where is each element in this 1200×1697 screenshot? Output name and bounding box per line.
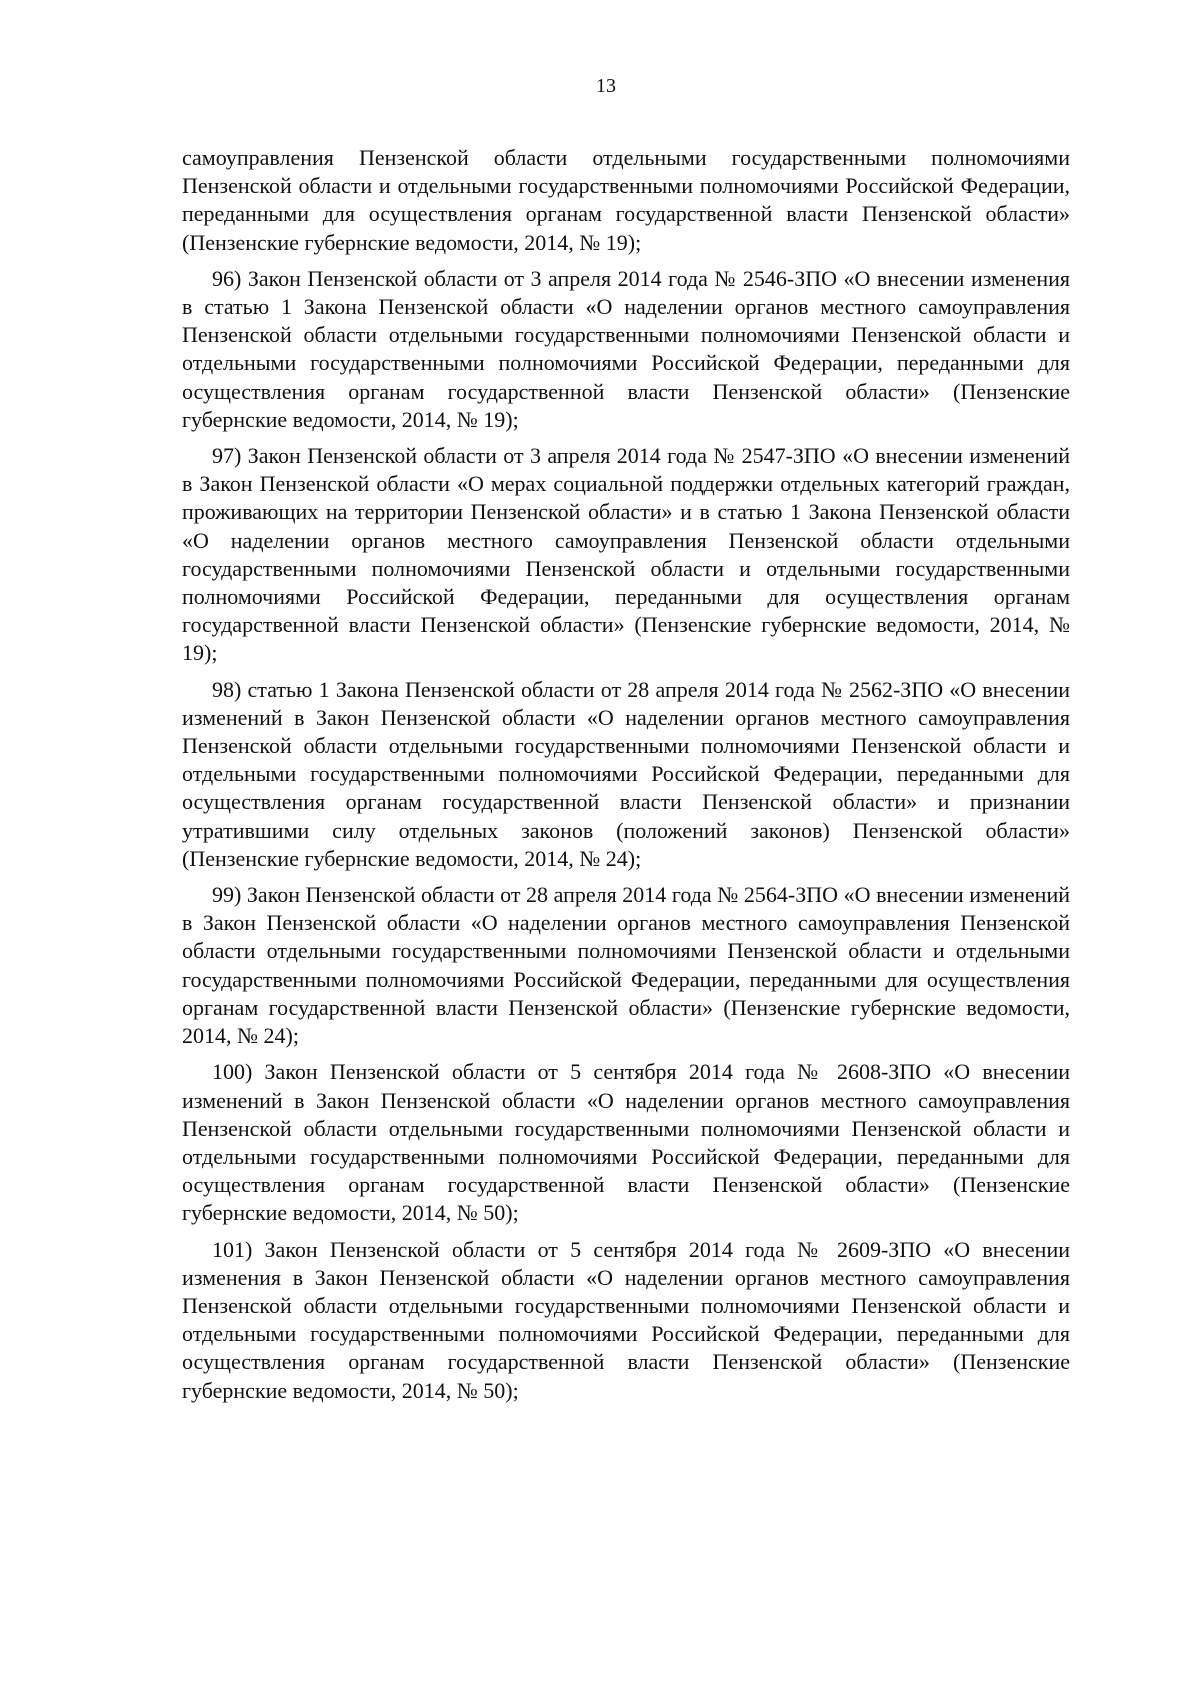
list-item-99: 99) Закон Пензенской области от 28 апреля 2014 года № 2564-ЗПО «О внесении изменений в Закон Пензенской области «О наделении органов местного самоуправления Пензенской области отдельными государственными полномочиями Пензенской области и отдельными государственными полномочиями Российской Федерации, переданными для осуществления органам государственной власти Пензенской области» (Пензенские губернские ведомости, 2014, № 24);	[182, 882, 1070, 1049]
document-body	[182, 144, 1070, 1413]
list-item-97: 97) Закон Пензенской области от 3 апреля 2014 года № 2547-ЗПО «О внесении изменений в Закон Пензенской области «О мерах социальной поддержки отдельных категорий граждан, проживающих на территории Пензенской области» и в статью 1 Закона Пензенской области «О наделении органов местного самоуправления Пензенской области отдельными государственными полномочиями Пензенской области и отдельными государственными полномочиями Российской Федерации, переданными для осуществления органам государственной власти Пензенской области» (Пензенские губернские ведомости, 2014, № 19);	[182, 443, 1070, 666]
list-item-100: 100) Закон Пензенской области от 5 сентября 2014 года № 2608-ЗПО «О внесении изменений в Закон Пензенской области «О наделении органов местного самоуправления Пензенской области отдельными государственными полномочиями Пензенской области и отдельными государственными полномочиями Российской Федерации, переданными для осуществления органам государственной власти Пензенской области» (Пензенские губернские ведомости, 2014, № 50);	[182, 1059, 1070, 1226]
paragraph-continuation: самоуправления Пензенской области отдельными государственными полномочиями Пензенской области и отдельными государственными полномочиями Российской Федерации, переданными для осуществления органам государственной власти Пензенской области» (Пензенские губернские ведомости, 2014, № 19);	[182, 145, 1070, 255]
page-number: 13	[596, 75, 616, 97]
list-item-101: 101) Закон Пензенской области от 5 сентября 2014 года № 2609-ЗПО «О внесении изменения в Закон Пензенской области «О наделении органов местного самоуправления Пензенской области отдельными государственными полномочиями Пензенской области и отдельными государственными полномочиями Российской Федерации, переданными для осуществления органам государственной власти Пензенской области» (Пензенские губернские ведомости, 2014, № 50);	[182, 1236, 1070, 1403]
list-item-98: 98) статью 1 Закона Пензенской области от 28 апреля 2014 года № 2562-ЗПО «О внесении изменений в Закон Пензенской области «О наделении органов местного самоуправления Пензенской области отдельными государственными полномочиями Пензенской области и отдельными государственными полномочиями Российской Федерации, переданными для осуществления органам государственной власти Пензенской области» и признании утратившими силу отдельных законов (положений законов) Пензенской области» (Пензенские губернские ведомости, 2014, № 24);	[182, 676, 1070, 871]
list-item-96: 96) Закон Пензенской области от 3 апреля 2014 года № 2546-ЗПО «О внесении изменения в статью 1 Закона Пензенской области «О наделении органов местного самоуправления Пензенской области отдельными государственными полномочиями Пензенской области и отдельными государственными полномочиями Российской Федерации, переданными для осуществления органам государственной власти Пензенской области» (Пензенские губернские ведомости, 2014, № 19);	[182, 265, 1070, 432]
